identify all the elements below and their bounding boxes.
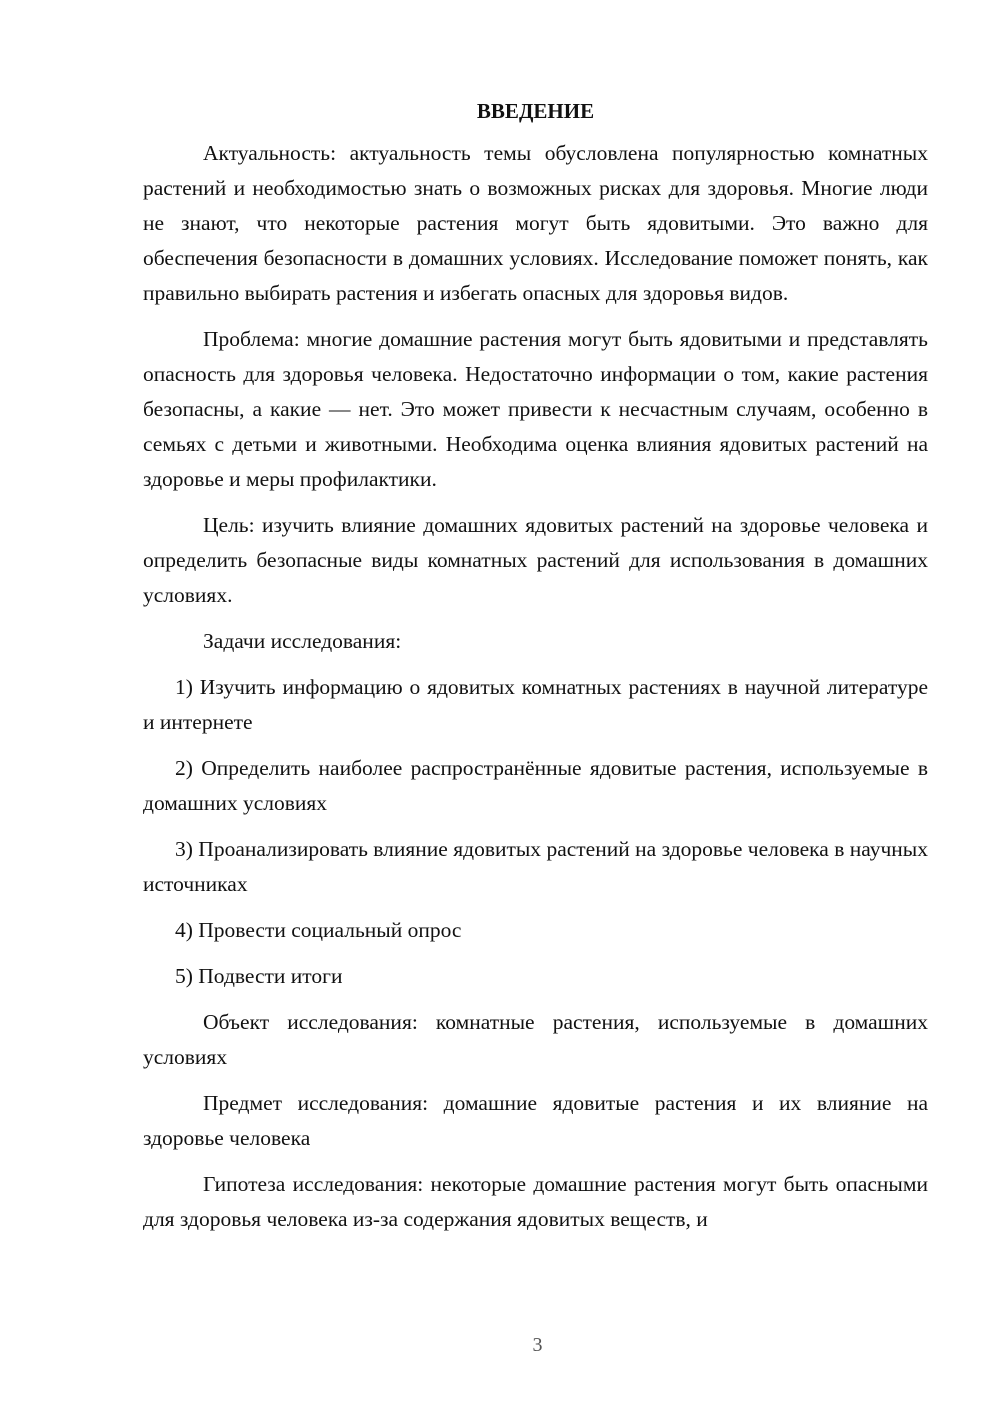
subject-paragraph: Предмет исследования: домашние ядовитые растения и их влияние на здоровье человека [143, 1091, 928, 1150]
task-item-4: 4) Провести социальный опрос [175, 918, 462, 942]
hypothesis-paragraph: Гипотеза исследования: некоторые домашние растения могут быть опасными для здоровья человека из-за содержания ядовитых веществ, и [143, 1172, 928, 1231]
goal-paragraph: Цель: изучить влияние домашних ядовитых растений на здоровье человека и определить безопасные виды комнатных растений для использования в домашних условиях. [143, 513, 928, 607]
page-content [143, 96, 928, 1237]
task-item-2: 2) Определить наиболее распространённые ядовитые растения, используемые в домашних условиях [143, 756, 928, 815]
task-item-1: 1) Изучить информацию о ядовитых комнатных растениях в научной литературе и интернете [143, 675, 928, 734]
relevance-paragraph: Актуальность: актуальность темы обусловлена популярностью комнатных растений и необходимостью знать о возможных рисках для здоровья. Многие люди не знают, что некоторые растения могут быть ядовитыми. Это важно для обеспечения безопасности в домашних условиях. Исследование поможет понять, как правильно выбирать растения и избегать опасных для здоровья видов. [143, 141, 928, 305]
task-item-5: 5) Подвести итоги [175, 964, 343, 988]
problem-paragraph: Проблема: многие домашние растения могут быть ядовитыми и представлять опасность для здоровья человека. Недостаточно информации о том, какие растения безопасны, а какие — нет. Это может привести к несчастным случаям, особенно в семьях с детьми и животными. Необходима оценка влияния ядовитых растений на здоровье и меры профилактики. [143, 327, 928, 491]
page-number: 3 [532, 1334, 543, 1356]
object-paragraph: Объект исследования: комнатные растения, используемые в домашних условиях [143, 1010, 928, 1069]
task-item-3: 3) Проанализировать влияние ядовитых растений на здоровье человека в научных источниках [143, 837, 928, 896]
page-title: ВВЕДЕНИЕ [476, 99, 595, 123]
tasks-heading: Задачи исследования: [203, 629, 402, 653]
